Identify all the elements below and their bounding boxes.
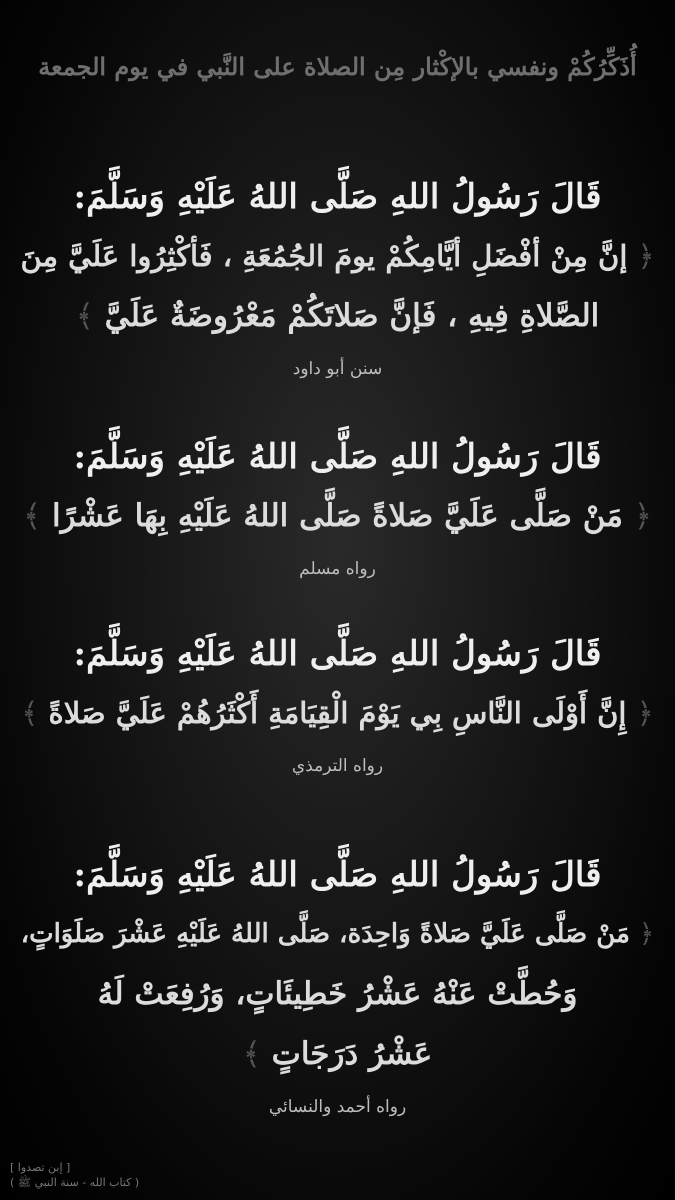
hadith-text: عَشْرُ دَرَجَاتٍ <box>271 1036 433 1072</box>
hadith-intro: قَالَ رَسُولُ اللهِ صَلَّى اللهُ عَلَيْهِ وَسَلَّمَ: <box>73 177 602 217</box>
watermark-line: [ إبن تصدوا ] <box>10 1161 71 1174</box>
watermark-line <box>10 1175 139 1190</box>
hadith-text-line <box>18 683 657 743</box>
hadith-text-line <box>18 964 657 1024</box>
hadith-source: رواه مسلم <box>299 559 376 579</box>
hadith-text-line <box>18 486 657 546</box>
hadith-text: مَنْ صَلَّى عَلَيَّ صَلاةً صَلَّى اللهُ عَلَيْهِ بِهَا عَشْرًا <box>52 498 623 534</box>
hadith-text: مَنْ صَلَّى عَلَيَّ صَلاةً وَاحِدَة، صَلَّى اللهُ عَلَيْهِ عَشْرَ صَلَوَاتٍ، <box>20 919 630 949</box>
close-bracket: ﴾ <box>242 1036 261 1072</box>
hadith-text: وَحُطَّتْ عَنْهُ عَشْرُ خَطِيئَاتٍ، وَرُفِعَتْ لَهُ <box>97 976 578 1012</box>
hadith-text-line <box>18 904 657 964</box>
hadith-intro: قَالَ رَسُولُ اللهِ صَلَّى اللهُ عَلَيْهِ وَسَلَّمَ: <box>73 855 602 895</box>
hadith-block <box>18 428 657 582</box>
hadith-intro: قَالَ رَسُولُ اللهِ صَلَّى اللهُ عَلَيْهِ وَسَلَّمَ: <box>73 437 602 477</box>
hadith-block <box>18 168 657 382</box>
watermark <box>10 1160 139 1190</box>
hadith-source: رواه أحمد والنسائي <box>268 1097 407 1117</box>
close-bracket: ﴾ <box>75 298 94 334</box>
open-bracket: ﴿ <box>636 696 654 730</box>
hadith-text-line <box>18 1024 657 1084</box>
hadith-source: سنن أبو داود <box>292 359 383 379</box>
hadith-source: رواه الترمذي <box>291 756 384 776</box>
close-bracket: ﴾ <box>21 696 39 730</box>
close-bracket: ﴾ <box>23 498 42 534</box>
open-bracket: ﴿ <box>633 498 652 534</box>
page-title: أُذَكِّرُكُمْ ونفسي بالإكْثار مِن الصلاة على النَّبي في يوم الجمعة <box>38 52 637 81</box>
hadith-text: إِنَّ أَوْلَى النَّاسِ بِي يَوْمَ الْقِيَامَةِ أَكْثَرُهُمْ عَلَيَّ صَلاةً <box>48 696 627 730</box>
watermark-text: ( كتاب الله - سنة النبي ﷺ ) <box>10 1176 140 1189</box>
hadith-block <box>18 625 657 779</box>
hadith-text-line <box>18 286 657 346</box>
hadith-intro: قَالَ رَسُولُ اللهِ صَلَّى اللهُ عَلَيْهِ وَسَلَّمَ: <box>73 634 602 674</box>
hadith-text: إنَّ مِنْ أفْضَلِ أيَّامِكُمْ يومَ الجُمُعَةِ ، فَأكْثِرُوا عَلَيَّ مِنَ <box>20 239 628 273</box>
hadith-block <box>18 846 657 1120</box>
hadith-text-line <box>18 226 657 286</box>
open-bracket: ﴿ <box>639 919 655 949</box>
hadith-text: الصَّلاةِ فِيهِ ، فَإنَّ صَلاتَكُمْ مَعْرُوضَةٌ عَلَيَّ <box>104 298 600 334</box>
open-bracket: ﴿ <box>637 239 655 273</box>
